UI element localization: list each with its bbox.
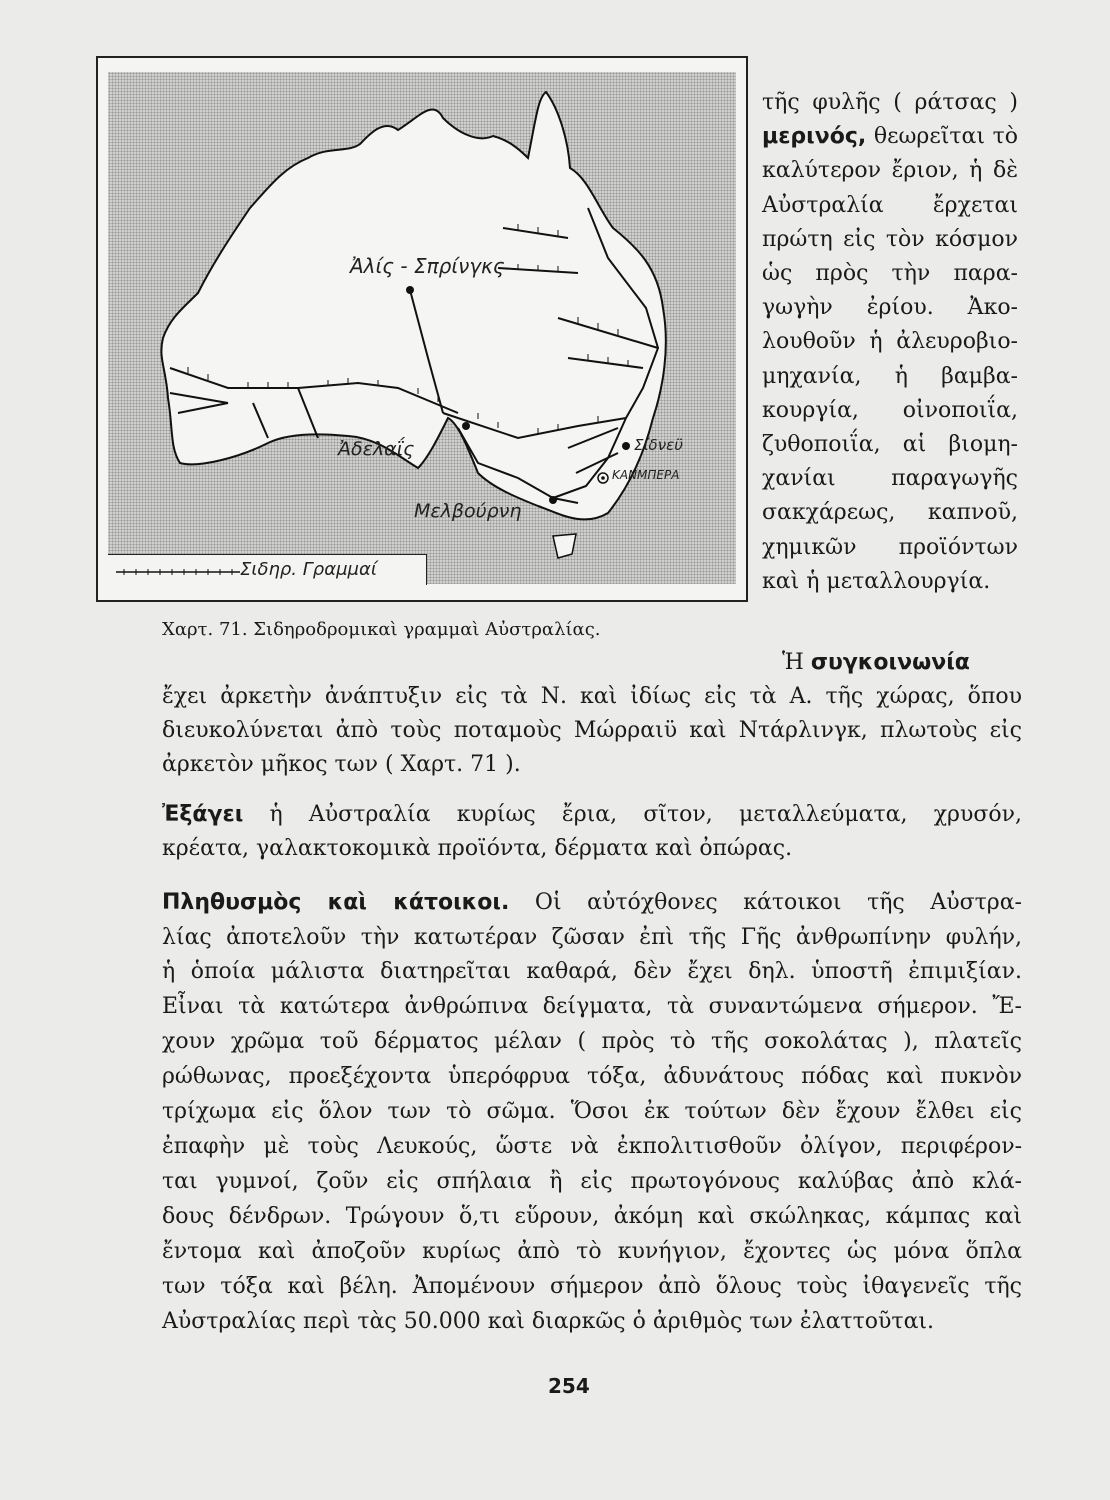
alice-springs-dot <box>406 286 414 294</box>
side-line: μηχανία, ἡ βαμβα- <box>762 363 1018 389</box>
adelaide-dot <box>462 422 470 430</box>
paragraph-line: δους δένδρων. Τρώγουν ὅ,τι εὕρουν, ἀκόμη καὶ σκώληκας, κάμπας καὶ <box>162 1204 1022 1229</box>
paragraph-line: ρώθωνας, προεξέχοντα ὑπερόφρυα τόξα, ἀδυνάτους πόδας καὶ πυκνὸν <box>162 1064 1022 1089</box>
side-line: ὡς πρὸς τὴν παρα- <box>762 261 1018 287</box>
map-label-canberra: ΚΑΝΜΠΕΡΑ <box>612 468 680 482</box>
map-legend <box>108 554 427 585</box>
communication-bold: συγκοινωνία <box>810 650 970 675</box>
map-label-melbourne: Μελβούρνη <box>414 500 522 522</box>
merinos-bold: μερινός, <box>762 124 867 150</box>
side-line-merinos: μερινός, θεωρεῖται τὸ <box>762 124 1018 150</box>
paragraph-line: ἔντομα καὶ ἀποζοῦν κυρίως ἀπὸ τὸ κυνήγιον, ἔχοντες ὡς μόνα ὅπλα <box>162 1239 1022 1264</box>
paragraph-line: λίας ἀποτελοῦν τὴν κατωτέραν ζῶσαν ἐπὶ τῆς Γῆς ἀνθρωπίνην φυλήν, <box>162 925 1022 950</box>
paragraph-line: χουν χρῶμα τοῦ δέρματος μέλαν ( πρὸς τὸ τῆς σοκολάτας ), πλατεῖς <box>162 1029 1022 1054</box>
page-number: 254 <box>548 1374 590 1398</box>
australia-railway-map <box>96 56 748 602</box>
side-line: ζυθοποιΐα, αἱ βιομη- <box>762 432 1018 458</box>
paragraph-line: Αὐστραλίας περὶ τὰς 50.000 καὶ διαρκῶς ὁ ἀριθμὸς των ἐλαττοῦται. <box>162 1309 935 1334</box>
side-line: σακχάρεως, καπνοῦ, <box>762 500 1018 526</box>
map-label-sydney: Σίδνεϋ <box>634 436 683 454</box>
map-caption: Χαρτ. 71. Σιδηροδρομικαὶ γραμμαὶ Αὐστραλίας. <box>162 619 601 640</box>
paragraph-line: τρίχωμα εἰς ὅλον των τὸ σῶμα. Ὅσοι ἐκ τούτων δὲν ἔχουν ἔλθει εἰς <box>162 1099 1022 1124</box>
export-bold: Ἐξάγει <box>162 802 244 827</box>
legend-rail-symbol <box>114 555 244 585</box>
paragraph-line: διευκολύνεται ἀπὸ τοὺς ποταμοὺς Μώρραιϋ καὶ Ντάρλινγκ, πλωτοὺς εἰς <box>162 718 1022 743</box>
paragraph-line: ἀρκετὸν μῆκος των ( Χαρτ. 71 ). <box>162 752 521 777</box>
population-bold: Πληθυσμὸς καὶ κάτοικοι. <box>162 890 510 915</box>
side-line: λουθοῦν ἡ ἀλευροβιο- <box>762 329 1018 355</box>
paragraph-line: ἡ ὁποία μάλιστα διατηρεῖται καθαρά, δὲν ἔχει δηλ. ὑποστῆ ἐπιμιξίαν. <box>162 959 1022 984</box>
communication-heading: Ἡ συγκοινωνία <box>782 650 970 675</box>
side-line: πρώτη εἰς τὸν κόσμον <box>762 226 1018 252</box>
side-line: Αὐστραλία ἔρχεται <box>762 192 1018 218</box>
paragraph-line: ἔχει ἀρκετὴν ἀνάπτυξιν εἰς τὰ Ν. καὶ ἰδίως εἰς τὰ Α. τῆς χώρας, ὅπου <box>162 684 1022 709</box>
paragraph-line: Εἶναι τὰ κατώτερα ἀνθρώπινα δείγματα, τὰ συναντώμενα σήμερον. Ἔ- <box>162 994 1022 1019</box>
paragraph-line: ἐπαφὴν μὲ τοὺς Λευκούς, ὥστε νὰ ἐκπολιτισθοῦν ὀλίγον, περιφέρον- <box>162 1134 1022 1159</box>
paragraph-line: κρέατα, γαλακτοκομικὰ προϊόντα, δέρματα καὶ ὀπώρας. <box>162 836 793 861</box>
tasmania <box>553 534 576 558</box>
population-heading-line: Πληθυσμὸς καὶ κάτοικοι. Οἱ αὐτόχθονες κάτοικοι τῆς Αὐστρα- <box>162 890 1022 915</box>
side-line: καὶ ἡ μεταλλουργία. <box>762 568 991 594</box>
legend-label: Σιδηρ. Γραμμαί <box>240 559 377 580</box>
export-line: Ἐξάγει ἡ Αὐστραλία κυρίως ἔρια, σῖτον, μεταλλεύματα, χρυσόν, <box>162 802 1022 827</box>
side-line: τῆς φυλῆς ( ράτσας ) <box>762 90 1018 115</box>
sydney-dot <box>622 442 630 450</box>
paragraph-line: ται γυμνοί, ζοῦν εἰς σπήλαια ἢ εἰς πρωτογόνους καλύβας ἀπὸ κλά- <box>162 1169 1022 1194</box>
side-line: χανίαι παραγωγῆς <box>762 466 1018 492</box>
side-line: χημικῶν προϊόντων <box>762 534 1018 560</box>
side-line: καλύτερον ἔριον, ἡ δὲ <box>762 158 1018 184</box>
paragraph-line: των τόξα καὶ βέλη. Ἀπομένουν σήμερον ἀπὸ ὅλους τοὺς ἰθαγενεῖς τῆς <box>162 1274 1022 1299</box>
side-line: κουργία, οἰνοποιΐα, <box>762 397 1018 423</box>
map-label-alice-springs: Ἀλίς - Σπρίνγκς <box>350 254 505 278</box>
melbourne-dot <box>549 496 557 504</box>
side-line: γωγὴν ἐρίου. Ἀκο- <box>762 295 1018 321</box>
map-label-adelaide: Ἀδελαΐς <box>338 438 415 460</box>
side-column-text <box>762 86 1018 599</box>
